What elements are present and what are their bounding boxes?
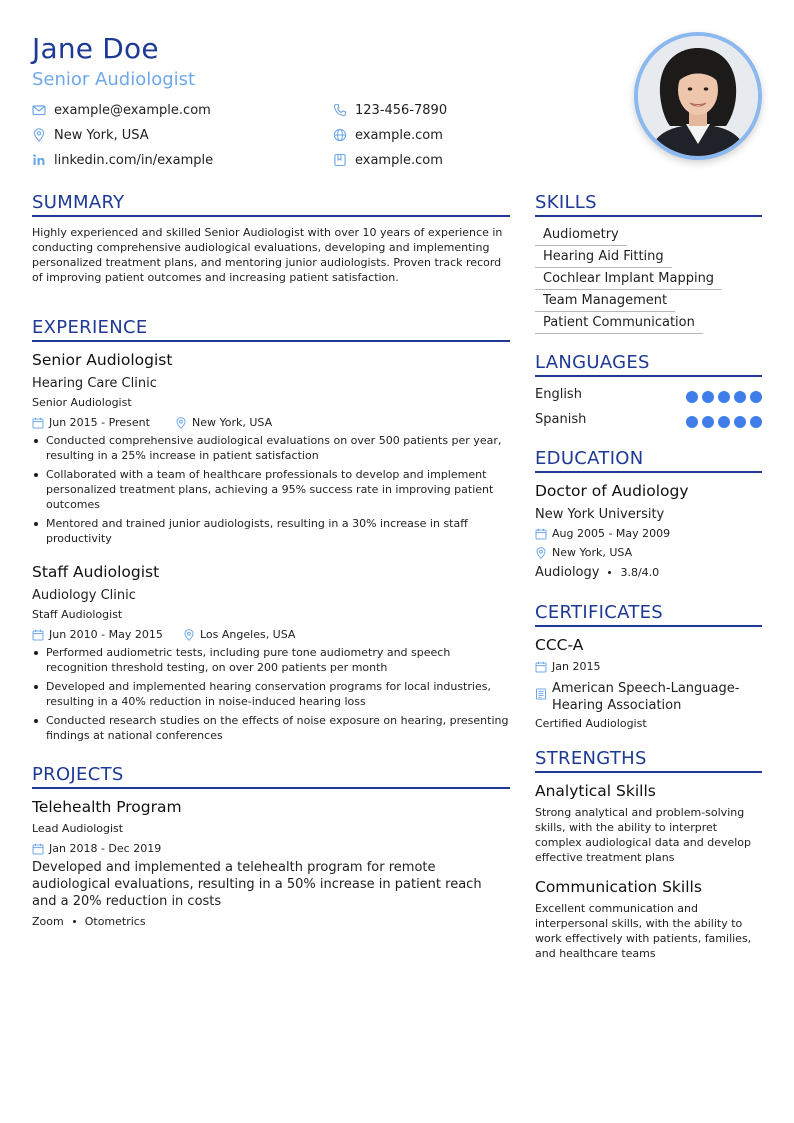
certificate-description: Certified Audiologist bbox=[535, 717, 647, 730]
job-location bbox=[183, 627, 295, 642]
education-location bbox=[535, 545, 632, 560]
location-text: New York, USA bbox=[54, 127, 149, 143]
field-of-study: Audiology bbox=[535, 565, 600, 580]
location-pin-icon bbox=[183, 629, 195, 641]
education-location-text: New York, USA bbox=[552, 546, 633, 559]
separator-dot bbox=[608, 571, 611, 574]
job-bullets bbox=[32, 645, 510, 747]
skill-tag: Audiometry bbox=[535, 226, 627, 246]
list-item: Developed and implemented hearing conservation programs for local industries, resulting in a 40% reduction in noise-induced hearing loss bbox=[32, 679, 510, 709]
languages-divider bbox=[535, 375, 762, 377]
languages-heading: LANGUAGES bbox=[535, 352, 650, 373]
strength-title: Analytical Skills bbox=[535, 782, 656, 800]
job-title: Senior Audiologist bbox=[32, 351, 173, 369]
institution-icon bbox=[535, 688, 547, 700]
job-dates-text: Jun 2015 - Present bbox=[49, 416, 150, 429]
rating-dot bbox=[750, 391, 762, 403]
projects-heading: PROJECTS bbox=[32, 764, 124, 785]
skill-tag: Team Management bbox=[535, 292, 675, 312]
mail-icon bbox=[32, 103, 46, 117]
location-pin-icon bbox=[32, 128, 46, 142]
project-description: Developed and implemented a telehealth program for remote audiological evaluations, resulting in a 50% increase in patient reach and a 20% reduction in costs bbox=[32, 860, 482, 909]
education-divider bbox=[535, 471, 762, 473]
bookmark-icon bbox=[333, 153, 347, 167]
job-dates-text: Jun 2010 - May 2015 bbox=[49, 628, 163, 641]
project-dates bbox=[32, 841, 161, 856]
education-field-gpa bbox=[535, 565, 659, 580]
skills-heading: SKILLS bbox=[535, 192, 597, 213]
summary-divider bbox=[32, 215, 510, 217]
job-title: Staff Audiologist bbox=[32, 563, 160, 581]
separator-dot bbox=[73, 920, 76, 923]
strength-description: Strong analytical and problem-solving skills, with the ability to interpret complex audiological data and develop effective treatment plans bbox=[535, 806, 752, 864]
certificates-divider bbox=[535, 625, 762, 627]
education-dates bbox=[535, 526, 670, 541]
certificate-issuer bbox=[535, 680, 762, 714]
degree-title: Doctor of Audiology bbox=[535, 482, 689, 500]
globe-icon bbox=[333, 128, 347, 142]
language-name: English bbox=[535, 387, 582, 402]
contact-phone[interactable] bbox=[333, 101, 447, 119]
calendar-icon bbox=[535, 661, 547, 673]
job-dates bbox=[32, 627, 163, 642]
linkedin-text: linkedin.com/in/example bbox=[54, 152, 214, 168]
summary-text: Highly experienced and skilled Senior Audiologist with over 10 years of experience in conducting comprehensive audiological evaluations, developing and implementing personalized treatment plans, and mentoring junior audiologists. Proven track record of improving patient outcomes and increasing patient satisfaction. bbox=[32, 226, 503, 284]
language-name: Spanish bbox=[535, 412, 587, 427]
project-title: Telehealth Program bbox=[32, 798, 182, 816]
project-tools bbox=[32, 914, 146, 929]
job-company: Audiology Clinic bbox=[32, 588, 136, 603]
list-item: Conducted research studies on the effects of noise exposure on hearing, presenting findings at national conferences bbox=[32, 713, 510, 743]
calendar-icon bbox=[32, 843, 44, 855]
candidate-title: Senior Audiologist bbox=[32, 69, 196, 90]
phone-icon bbox=[333, 103, 347, 117]
skill-tag: Patient Communication bbox=[535, 314, 703, 334]
contact-portfolio[interactable] bbox=[333, 151, 443, 169]
list-item: Collaborated with a team of healthcare professionals to develop and implement personalized treatment plans, achieving a 95% success rate in improving patient outcomes bbox=[32, 467, 510, 512]
certificate-date-text: Jan 2015 bbox=[552, 660, 601, 673]
school-name: New York University bbox=[535, 507, 665, 522]
job-position: Staff Audiologist bbox=[32, 608, 123, 621]
job-bullets bbox=[32, 433, 510, 550]
rating-dot bbox=[734, 391, 746, 403]
contact-website[interactable] bbox=[333, 126, 443, 144]
phone-text: 123-456-7890 bbox=[355, 102, 448, 118]
projects-divider bbox=[32, 787, 510, 789]
job-location-text: Los Angeles, USA bbox=[200, 628, 296, 641]
website-text: example.com bbox=[355, 127, 443, 143]
rating-dot bbox=[718, 391, 730, 403]
skill-tag: Hearing Aid Fitting bbox=[535, 248, 672, 268]
skill-tag: Cochlear Implant Mapping bbox=[535, 270, 722, 290]
location-pin-icon bbox=[535, 547, 547, 559]
experience-heading: EXPERIENCE bbox=[32, 317, 148, 338]
job-location bbox=[175, 415, 272, 430]
portfolio-text: example.com bbox=[355, 152, 443, 168]
email-text: example@example.com bbox=[54, 102, 211, 118]
project-dates-text: Jan 2018 - Dec 2019 bbox=[49, 842, 162, 855]
strengths-divider bbox=[535, 771, 762, 773]
strength-title: Communication Skills bbox=[535, 878, 702, 896]
language-level-rating bbox=[686, 391, 762, 403]
tool-tag: Zoom bbox=[32, 915, 64, 928]
list-item: Conducted comprehensive audiological evaluations on over 500 patients per year, resulting in a 25% increase in patient satisfaction bbox=[32, 433, 510, 463]
calendar-icon bbox=[535, 528, 547, 540]
certificates-heading: CERTIFICATES bbox=[535, 602, 663, 623]
contact-linkedin[interactable] bbox=[32, 151, 213, 169]
contact-email[interactable] bbox=[32, 101, 211, 119]
rating-dot bbox=[734, 416, 746, 428]
profile-photo bbox=[634, 32, 762, 160]
skills-divider bbox=[535, 215, 762, 217]
certificate-issuer-text: American Speech-Language-Hearing Association bbox=[552, 681, 740, 713]
certificate-date bbox=[535, 659, 600, 674]
tool-tag: Otometrics bbox=[84, 915, 146, 928]
list-item: Performed audiometric tests, including pure tone audiometry and speech recognition threshold testing, on over 200 patients per month bbox=[32, 645, 510, 675]
contact-location bbox=[32, 126, 149, 144]
education-dates-text: Aug 2005 - May 2009 bbox=[552, 527, 671, 540]
portrait-image bbox=[638, 36, 758, 156]
gpa: 3.8/4.0 bbox=[620, 566, 660, 579]
job-company: Hearing Care Clinic bbox=[32, 376, 157, 391]
calendar-icon bbox=[32, 629, 44, 641]
language-level-rating bbox=[686, 416, 762, 428]
strengths-heading: STRENGTHS bbox=[535, 748, 647, 769]
education-heading: EDUCATION bbox=[535, 448, 644, 469]
summary-heading: SUMMARY bbox=[32, 192, 125, 213]
job-dates bbox=[32, 415, 150, 430]
location-pin-icon bbox=[175, 417, 187, 429]
rating-dot bbox=[718, 416, 730, 428]
experience-divider bbox=[32, 340, 510, 342]
list-item: Mentored and trained junior audiologists, resulting in a 30% increase in staff productivity bbox=[32, 516, 510, 546]
rating-dot bbox=[686, 391, 698, 403]
rating-dot bbox=[702, 416, 714, 428]
job-position: Senior Audiologist bbox=[32, 396, 132, 409]
certificate-name: CCC-A bbox=[535, 636, 584, 654]
job-location-text: New York, USA bbox=[192, 416, 273, 429]
project-role: Lead Audiologist bbox=[32, 822, 124, 835]
calendar-icon bbox=[32, 417, 44, 429]
candidate-name: Jane Doe bbox=[32, 32, 159, 65]
linkedin-icon bbox=[32, 153, 46, 167]
rating-dot bbox=[686, 416, 698, 428]
rating-dot bbox=[702, 391, 714, 403]
strength-description: Excellent communication and interpersonal skills, with the ability to work effectively with patients, families, and healthcare teams bbox=[535, 902, 752, 960]
rating-dot bbox=[750, 416, 762, 428]
